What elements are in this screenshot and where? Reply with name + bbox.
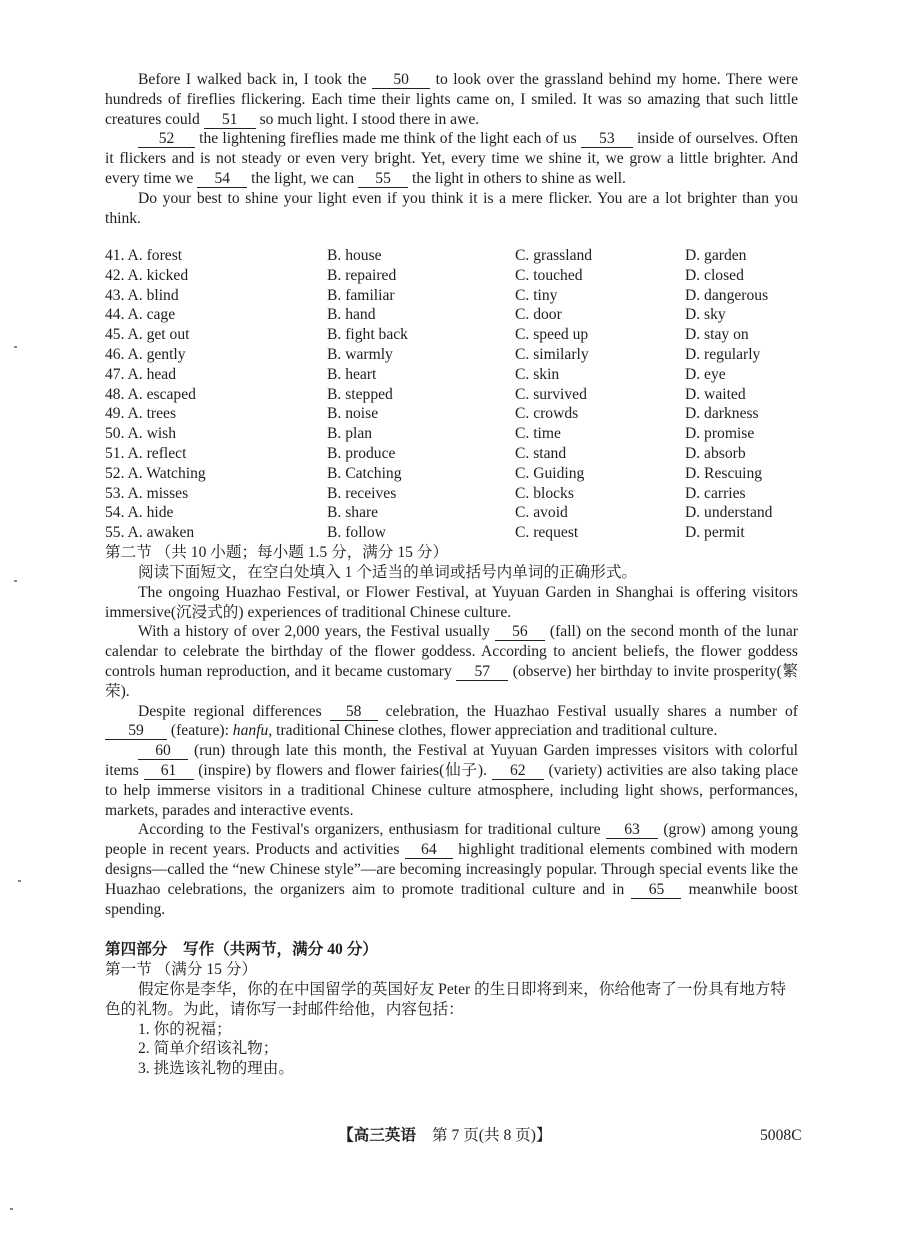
- option-c: C. grassland: [515, 247, 593, 264]
- blank-51: 51: [204, 112, 256, 129]
- option-row: [105, 503, 805, 523]
- blank-61: 61: [144, 763, 194, 780]
- option-row: [105, 385, 805, 405]
- blank-62: 62: [492, 763, 544, 780]
- blank-64: 64: [405, 842, 453, 859]
- instruction: 阅读下面短文，在空白处填入 1 个适当的单词或括号内单词的正确形式。: [138, 564, 638, 581]
- text: (feature):: [167, 722, 233, 740]
- blank-50: 50: [372, 72, 430, 89]
- option-d: D. carries: [685, 484, 746, 502]
- option-b: B. plan: [327, 425, 373, 443]
- hanfu-term: hanfu: [232, 722, 269, 740]
- text: , traditional Chinese clothes, flower appreciation and traditional culture.: [268, 722, 718, 740]
- option-d: D. regularly: [685, 345, 761, 363]
- blank-63: 63: [606, 822, 658, 839]
- text: (inspire) by flowers and flower fairies(仙子).: [193, 761, 492, 779]
- option-row: [105, 286, 805, 306]
- option-row: [105, 246, 805, 266]
- text: meanwhile boost spending.: [105, 880, 798, 918]
- paragraph: [105, 622, 798, 701]
- footer-code: 5008C: [760, 1127, 802, 1144]
- text: According to the Festival's organizers, enthusiasm for traditional culture: [138, 821, 606, 839]
- paragraph: [105, 820, 798, 919]
- option-a: 44. A. cage: [105, 306, 176, 324]
- option-a: 52. A. Watching: [105, 464, 206, 482]
- scan-speck: [10, 1208, 13, 1210]
- blank-55: 55: [358, 171, 408, 188]
- blank-57: 57: [456, 664, 508, 681]
- option-a: 51. A. reflect: [105, 444, 187, 462]
- option-c: C. similarly: [515, 345, 589, 363]
- option-d: D. Rescuing: [685, 464, 763, 482]
- blank-53: 53: [581, 131, 633, 148]
- option-a: 54. A. hide: [105, 504, 174, 522]
- writing-point-3: 3. 挑选该礼物的理由。: [138, 1060, 294, 1078]
- option-row: [105, 325, 805, 345]
- option-c: C. survived: [515, 385, 587, 403]
- blank-52: 52: [138, 131, 195, 148]
- text: highlight traditional elements combined with modern designs—called the “new Chinese style”—are becoming increasingly popular. Through special events like the Huazhao celebrations, the organizers aim to promote traditional culture and in: [105, 841, 798, 898]
- option-c: C. touched: [515, 266, 583, 284]
- option-b: B. receives: [327, 484, 397, 502]
- option-c: C. door: [515, 306, 562, 324]
- text: the lightening fireflies made me think of the light each of us: [195, 130, 581, 148]
- option-c: C. skin: [515, 365, 560, 383]
- footer-page-number: 第 7 页(共 8 页)】: [432, 1127, 552, 1144]
- paragraph: [105, 129, 798, 188]
- option-row: [105, 444, 805, 464]
- option-b: B. Catching: [327, 464, 402, 482]
- option-d: D. permit: [685, 524, 745, 542]
- blank-65: 65: [631, 882, 681, 899]
- cloze-passage-ending: [105, 70, 798, 228]
- option-b: B. familiar: [327, 286, 395, 304]
- writing-section-1-heading: 第一节 （满分 15 分）: [105, 961, 258, 978]
- option-c: C. Guiding: [515, 464, 585, 482]
- text: (observe) her birthday to invite prosperity(繁荣).: [105, 662, 798, 700]
- text: celebration, the Huazhao Festival usually shares a number of: [377, 702, 798, 720]
- scan-speck: [14, 346, 17, 348]
- text: (grow) among young people in recent years. Products and activities: [105, 821, 798, 859]
- option-row: [105, 523, 805, 543]
- option-a: 47. A. head: [105, 365, 177, 383]
- grammar-fill-passage: [105, 563, 798, 919]
- option-a: 43. A. blind: [105, 286, 179, 304]
- text: the light in others to shine as well.: [408, 169, 626, 187]
- blank-56: 56: [495, 624, 545, 641]
- option-a: 45. A. get out: [105, 326, 190, 344]
- option-row: [105, 266, 805, 286]
- option-d: D. waited: [685, 385, 746, 403]
- option-a: 50. A. wish: [105, 425, 177, 443]
- writing-point-1: 1. 你的祝福；: [138, 1020, 232, 1038]
- scan-speck: [14, 580, 17, 582]
- option-b: B. produce: [327, 444, 396, 462]
- option-d: D. dangerous: [685, 286, 769, 304]
- part-4-heading: 第四部分 写作（共两节，满分 40 分）: [105, 941, 378, 958]
- option-d: D. garden: [685, 247, 747, 264]
- option-c: C. stand: [515, 444, 567, 462]
- section-2-heading: 第二节 （共 10 小题；每小题 1.5 分，满分 15 分）: [105, 544, 449, 561]
- paragraph: [105, 741, 798, 820]
- scan-speck: [18, 880, 21, 882]
- option-row: [105, 404, 805, 424]
- option-c: C. time: [515, 425, 561, 443]
- option-b: B. repaired: [327, 266, 397, 284]
- page-footer: [0, 1126, 900, 1148]
- option-b: B. hand: [327, 306, 376, 324]
- option-a: 53. A. misses: [105, 484, 189, 502]
- option-b: B. follow: [327, 524, 386, 542]
- option-b: B. share: [327, 504, 379, 522]
- option-d: D. absorb: [685, 444, 746, 462]
- option-b: B. heart: [327, 365, 377, 383]
- option-b: B. stepped: [327, 385, 393, 403]
- text: (fall) on the second month of the lunar calendar to celebrate the birthday of the flower goddess. According to ancient beliefs, the flower goddess controls human reproduction, and it became customary: [105, 623, 798, 680]
- option-a: 55. A. awaken: [105, 524, 195, 542]
- option-c: C. blocks: [515, 484, 574, 502]
- option-c: C. avoid: [515, 504, 568, 522]
- blank-58: 58: [330, 704, 378, 721]
- option-d: D. sky: [685, 306, 726, 324]
- text: Despite regional differences: [138, 702, 330, 720]
- text: inside of ourselves. Often it flickers and is not steady or even very bright. Yet, every time we shine it, we grow a little brighter. And every time we: [105, 130, 798, 187]
- paragraph: [105, 702, 798, 742]
- option-b: B. noise: [327, 405, 379, 423]
- option-d: D. eye: [685, 365, 726, 383]
- footer-subject: 【高三英语: [338, 1127, 416, 1144]
- paragraph: Do your best to shine your light even if you think it is a mere flicker. You are a lot brighter than you think.: [105, 189, 798, 227]
- text: (variety) activities are also taking place to help immerse visitors in a traditional Chinese culture atmosphere, including light shows, performances, markets, parades and interactive events.: [105, 761, 799, 819]
- option-b: B. warmly: [327, 345, 393, 363]
- text: With a history of over 2,000 years, the Festival usually: [138, 623, 495, 641]
- blank-59: 59: [105, 723, 167, 740]
- option-c: C. speed up: [515, 326, 589, 344]
- option-c: C. request: [515, 524, 579, 542]
- text: to look over the grassland behind my home. There were hundreds of fireflies flickering. Each time their lights came on, I smiled. It was so amazing that such little creatures could: [105, 71, 798, 128]
- option-c: C. tiny: [515, 286, 558, 304]
- text: (run) through late this month, the Festival at Yuyuan Garden impresses visitors with colorful items: [105, 742, 798, 779]
- option-row: [105, 484, 805, 504]
- option-a: 42. A. kicked: [105, 266, 189, 284]
- option-row: [105, 424, 805, 444]
- writing-task: [105, 980, 800, 1079]
- option-row: [105, 464, 805, 484]
- paragraph: [105, 70, 798, 129]
- option-row: [105, 305, 805, 325]
- writing-task-text: 假定你是李华，你的在中国留学的英国好友 Peter 的生日即将到来，你给他寄了一份具有地方特色的礼物。为此，请你写一封邮件给他，内容包括：: [105, 981, 786, 1018]
- option-a: 46. A. gently: [105, 345, 186, 363]
- option-b: B. house: [327, 247, 382, 264]
- option-row: [105, 345, 805, 365]
- option-row: [105, 365, 805, 385]
- text: so much light. I stood there in awe.: [255, 110, 480, 128]
- blank-60: 60: [138, 743, 188, 760]
- text: Before I walked back in, I took the: [138, 71, 373, 88]
- option-d: D. promise: [685, 425, 755, 443]
- cloze-options-list: [105, 246, 805, 543]
- paragraph: The ongoing Huazhao Festival, or Flower Festival, at Yuyuan Garden in Shanghai is offering visitors immersive(沉浸式的) experiences of traditional Chinese culture.: [105, 583, 798, 621]
- text: the light, we can: [247, 169, 359, 187]
- option-d: D. closed: [685, 266, 744, 284]
- writing-point-2: 2. 简单介绍该礼物；: [138, 1040, 279, 1058]
- option-a: 48. A. escaped: [105, 385, 196, 403]
- option-a: 41. A. forest: [105, 247, 183, 264]
- option-d: D. understand: [685, 504, 773, 522]
- option-d: D. stay on: [685, 326, 749, 344]
- option-c: C. crowds: [515, 405, 579, 423]
- option-b: B. fight back: [327, 326, 408, 344]
- option-a: 49. A. trees: [105, 405, 177, 423]
- option-d: D. darkness: [685, 405, 759, 423]
- blank-54: 54: [197, 171, 247, 188]
